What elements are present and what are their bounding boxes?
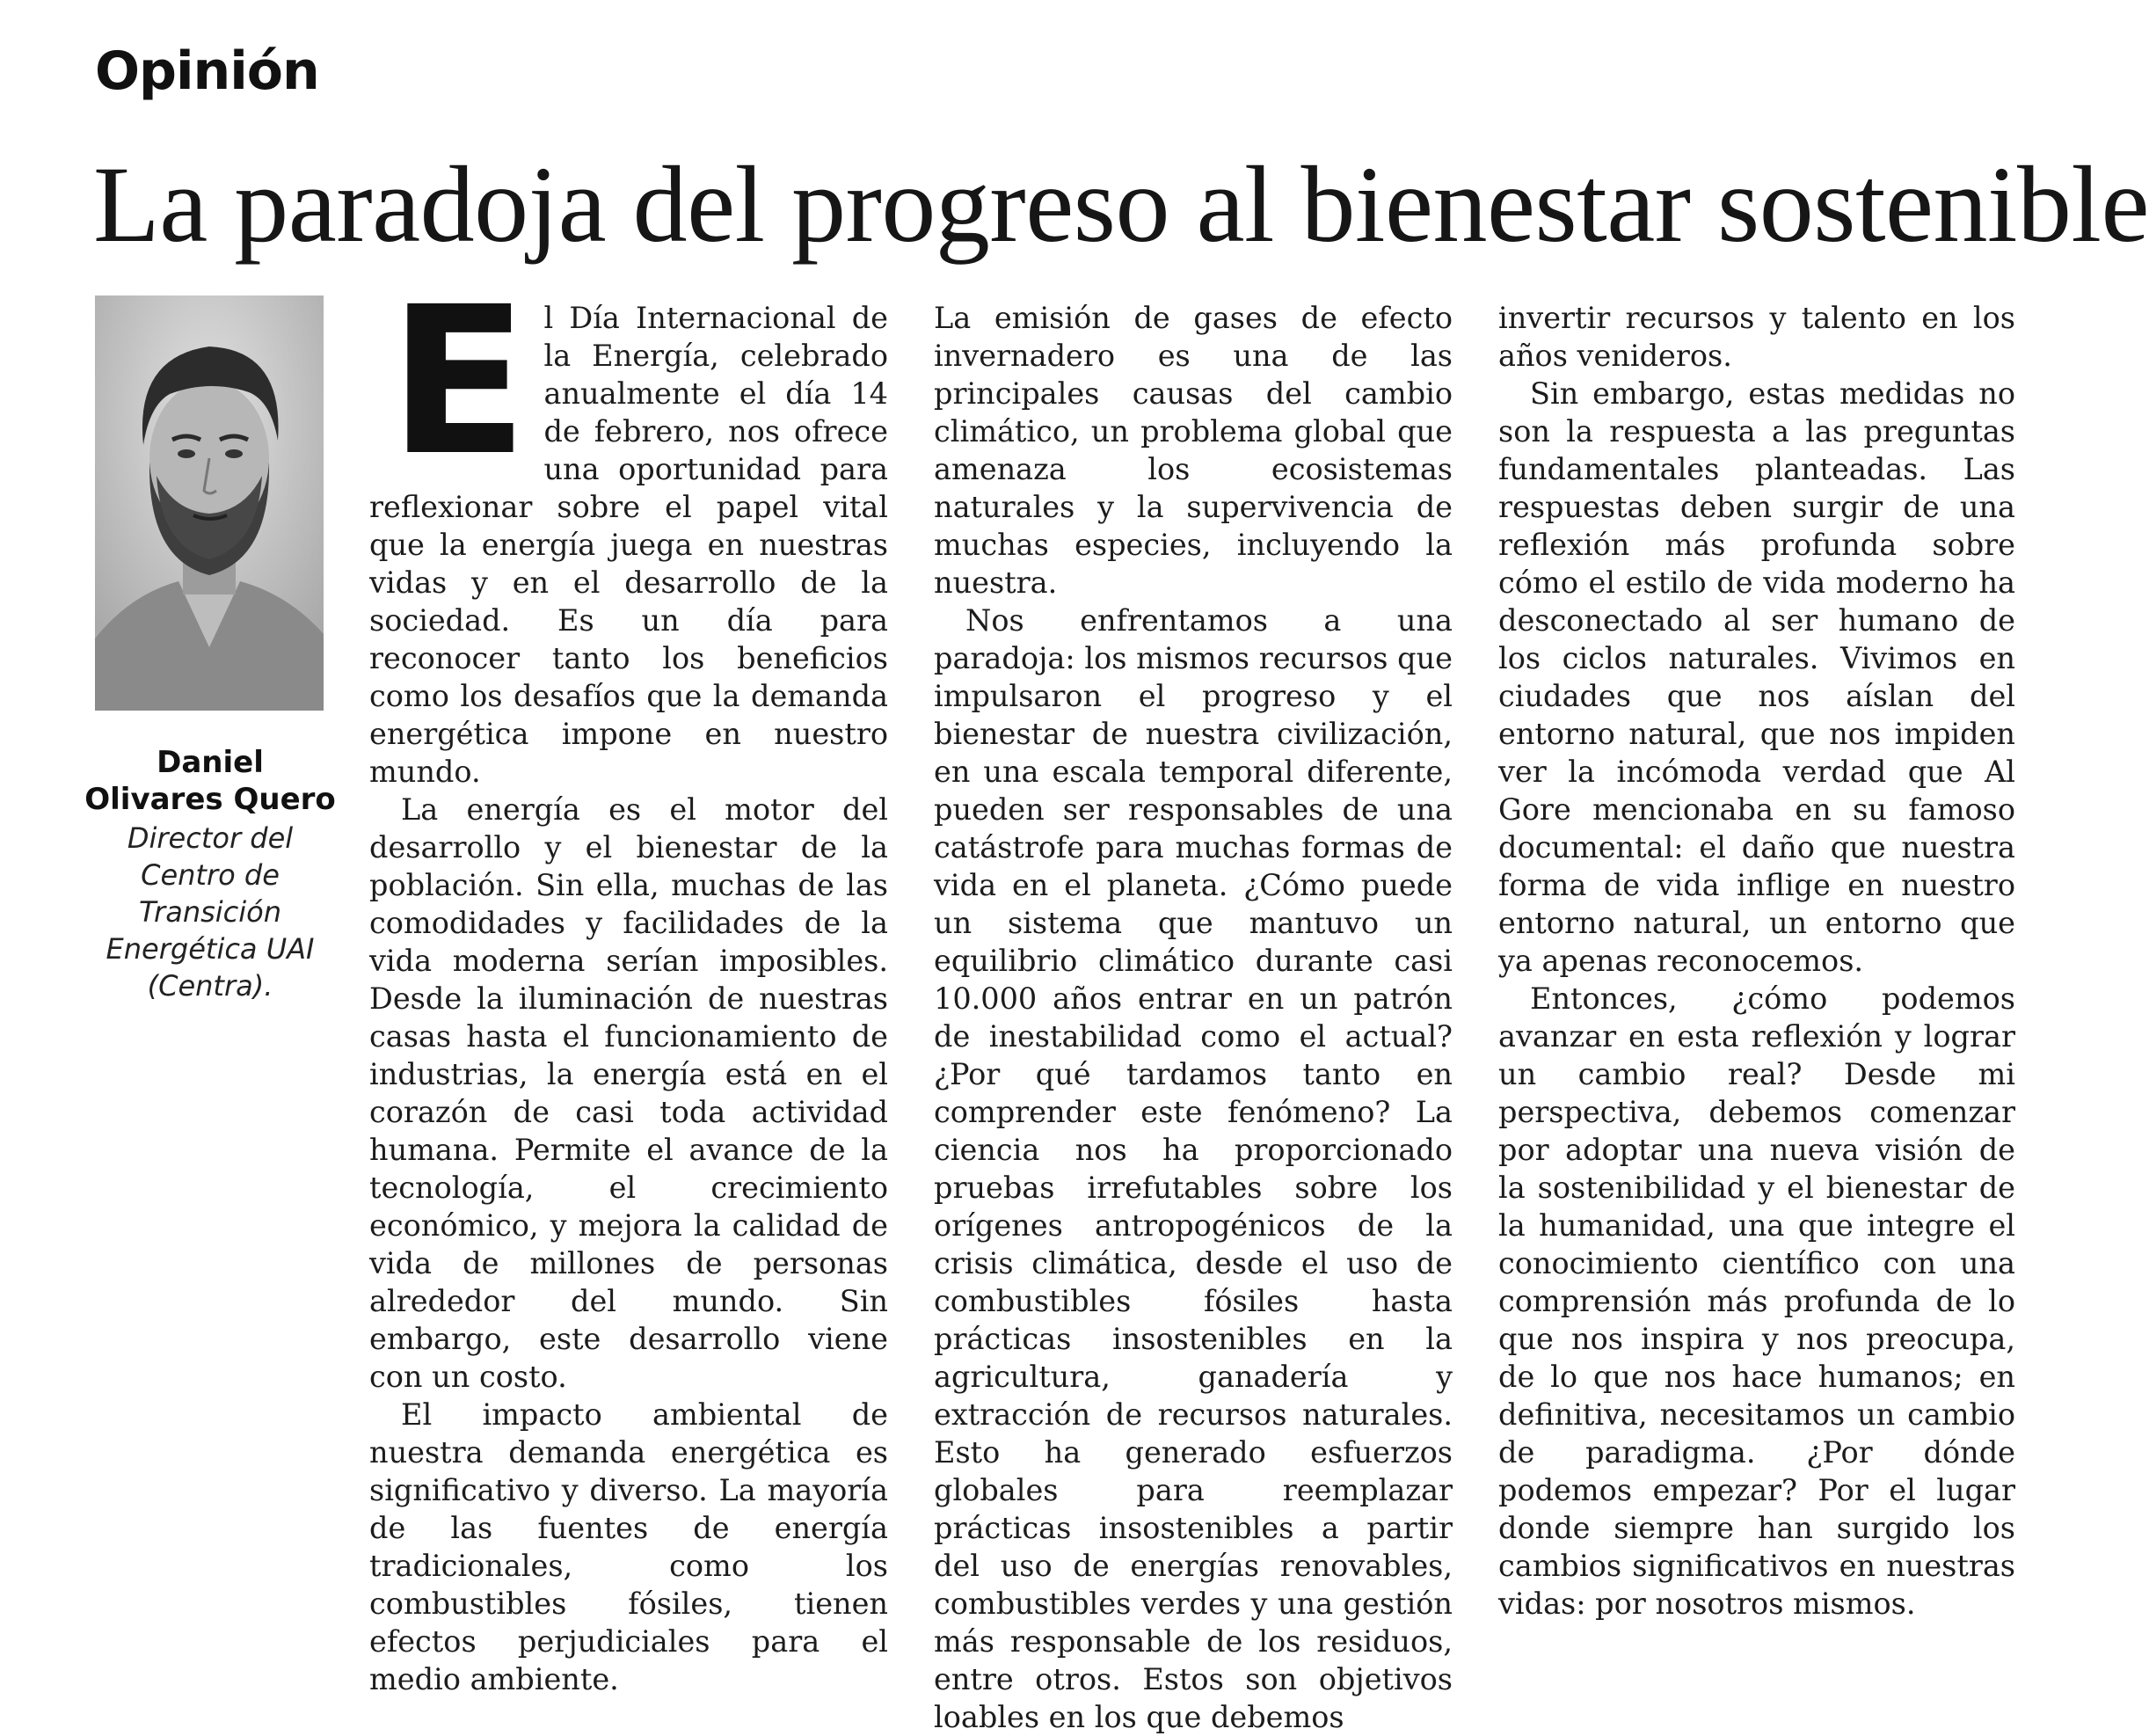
article-paragraph: El impacto ambiental de nuestra demanda energética es significativo y diverso. La mayoría de las fuentes de energía tradicionales, como los combustibles fósiles, tienen efectos perjudiciales para el medio ambiente. bbox=[369, 1397, 888, 1696]
article-column-3 bbox=[1498, 299, 2015, 1621]
author-byline bbox=[84, 744, 336, 1004]
author-photo bbox=[95, 295, 324, 711]
author-name: Daniel Olivares Quero bbox=[84, 745, 336, 817]
article-paragraph bbox=[369, 263, 888, 791]
article-paragraph: Sin embargo, estas medidas no son la respuesta a las preguntas fundamentales planteadas. Las respuestas deben surgir de una reflexión más profunda sobre cómo el estilo de vida moderno ha desconectado al ser humano de los ciclos naturales. Vivimos en ciudades que nos aíslan del entorno natural, que nos impiden ver la incómoda verdad que Al Gore mencionaba en su famoso documental: el daño que nuestra forma de vida inflige en nuestro entorno natural, un entorno que ya apenas reconocemos. bbox=[1498, 376, 2015, 978]
author-role: Director del Centro de Transición Energética UAI (Centra). bbox=[106, 821, 315, 1003]
article-column-2 bbox=[934, 299, 1453, 1734]
article-paragraph: invertir recursos y talento en los años venideros. bbox=[1498, 301, 2015, 373]
article-paragraph: La energía es el motor del desarrollo y el bienestar de la población. Sin ella, muchas de las comodidades y facilidades de la vida moderna serían imposibles. Desde la iluminación de nuestras casas hasta el funcionamiento de industrias, la energía está en el corazón de casi toda actividad humana. Permite el avance de la tecnología, el crecimiento económico, y mejora la calidad de vida de millones de personas alrededor del mundo. Sin embargo, este desarrollo viene con un costo. bbox=[369, 792, 888, 1394]
paragraph-text: l Día Internacional de la Energía, celebrado anualmente el día 14 de febrero, nos ofrece una oportunidad para reflexionar sobre el papel vital que la energía juega en nuestras vidas y en el desarrollo de la sociedad. Es un día para reconocer tanto los beneficios como los desafíos que la demanda energética impone en nuestro mundo. bbox=[369, 301, 888, 789]
headline: La paradoja del progreso al bienestar sostenible bbox=[93, 144, 2149, 265]
article-column-1 bbox=[369, 263, 888, 1696]
section-label: Opinión bbox=[95, 40, 319, 102]
author-portrait-image bbox=[95, 295, 324, 711]
article-paragraph: Entonces, ¿cómo podemos avanzar en esta reflexión y lograr un cambio real? Desde mi perspectiva, debemos comenzar por adoptar una nueva visión de la sostenibilidad y el bienestar de la humanidad, una que integre el conocimiento científico con una comprensión más profunda de lo que nos inspira y nos preocupa, de lo que nos hace humanos; en definitiva, necesitamos un cambio de paradigma. ¿Por dónde podemos empezar? Por el lugar donde siempre han surgido los cambios significativos en nuestras vidas: por nosotros mismos. bbox=[1498, 981, 2015, 1621]
article-paragraph: Nos enfrentamos a una paradoja: los mismos recursos que impulsaron el progreso y el bienestar de nuestra civilización, en una escala temporal diferente, pueden ser responsables de una catástrofe para muchas formas de vida en el planeta. ¿Cómo puede un sistema que mantuvo un equilibrio climático durante casi 10.000 años entrar en un patrón de inestabilidad como el actual? ¿Por qué tardamos tanto en comprender este fenómeno? La ciencia nos ha proporcionado pruebas irrefutables sobre los orígenes antropogénicos de la crisis climática, desde el uso de combustibles fósiles hasta prácticas insostenibles en la agricultura, ganadería y extracción de recursos naturales. Esto ha generado esfuerzos globales para reemplazar prácticas insostenibles a partir del uso de energías renovables, combustibles verdes y una gestión más responsable de los residuos, entre otros. Estos son objetivos loables en los que debemos bbox=[934, 603, 1453, 1734]
drop-cap: E bbox=[389, 263, 528, 500]
article-paragraph: La emisión de gases de efecto invernadero es una de las principales causas del cambio climático, un problema global que amenaza los ecosistemas naturales y la supervivencia de muchas especies, incluyendo la nuestra. bbox=[934, 301, 1453, 600]
